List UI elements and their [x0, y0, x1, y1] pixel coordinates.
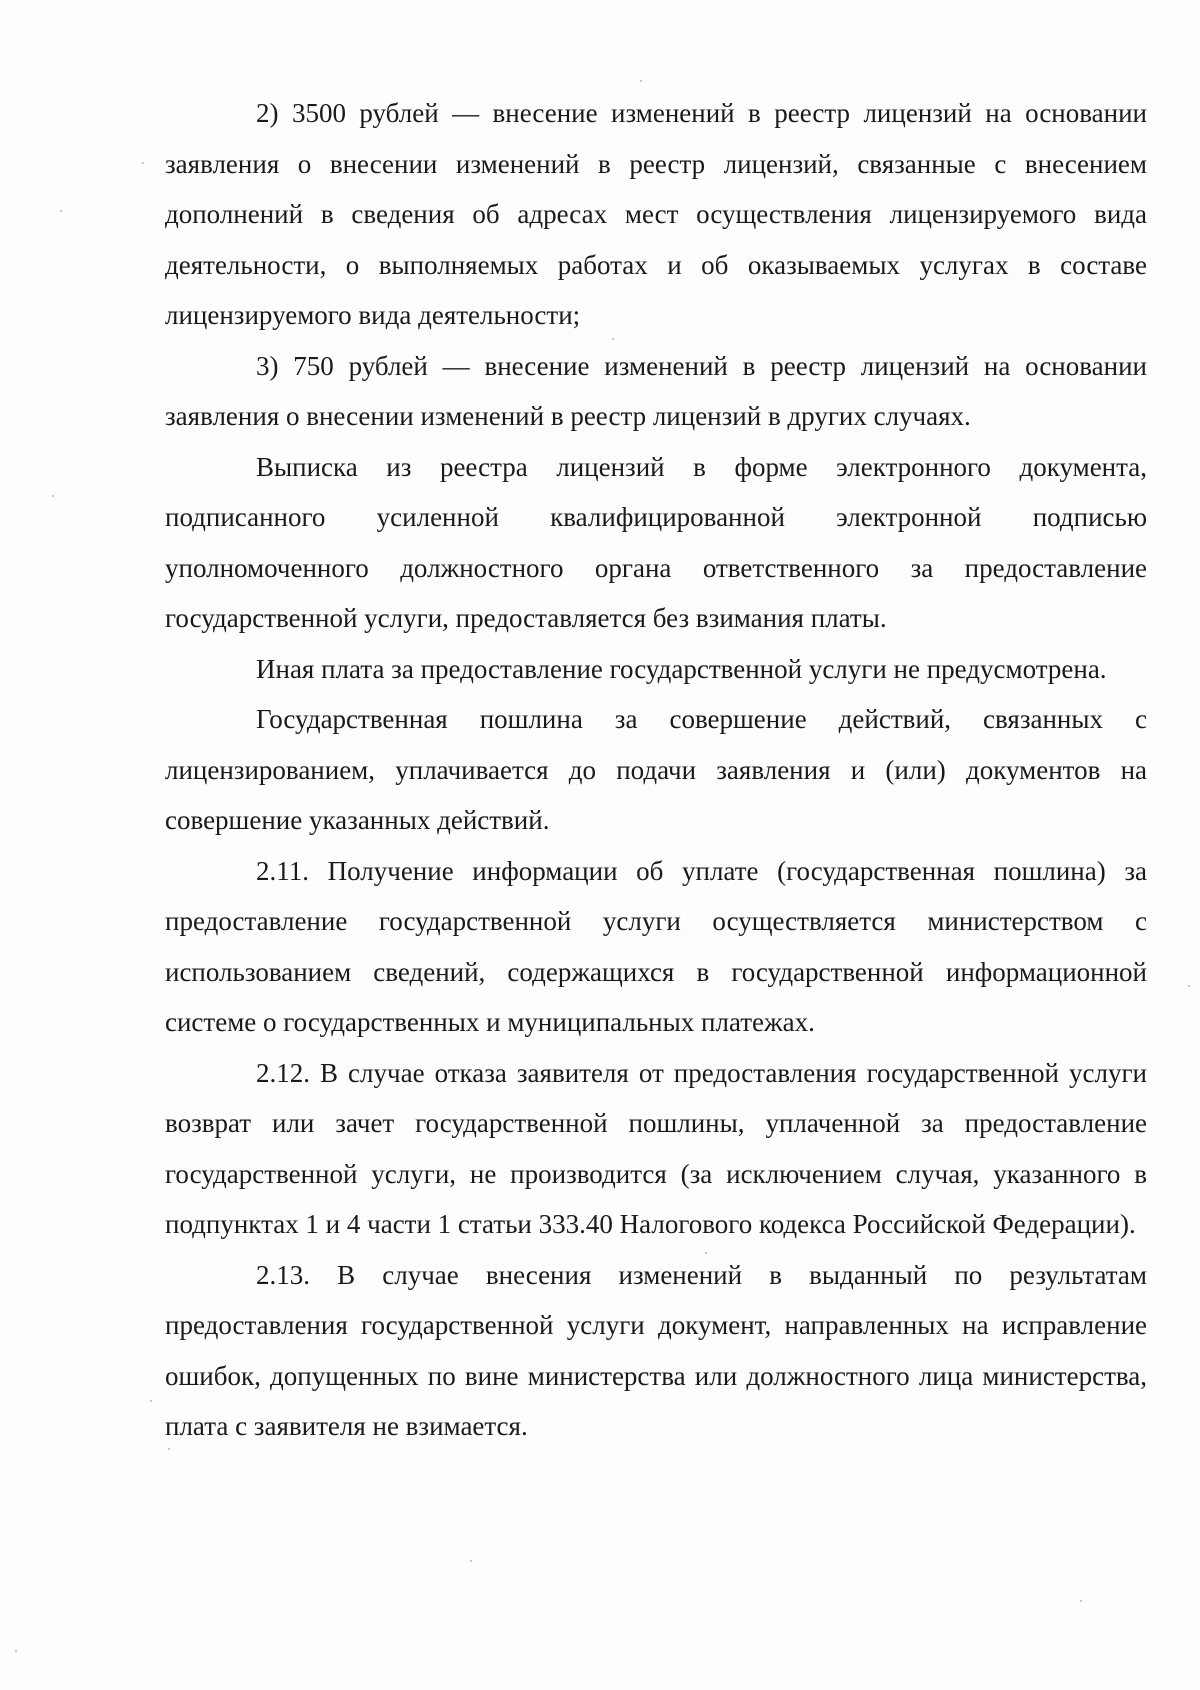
paragraph-state-duty: Государственная пошлина за совершение действий, связанных с лицензированием, уплачивается до подачи заявления и (или) документов на совершение указанных действий. — [165, 704, 1147, 835]
scan-speck — [52, 495, 54, 497]
scan-speck — [470, 1560, 472, 1562]
scan-speck — [1188, 985, 1190, 987]
scan-speck — [150, 1400, 152, 1402]
paragraph-no-other-fee: Иная плата за предоставление государственной услуги не предусмотрена. — [256, 653, 1107, 684]
document-body — [165, 88, 1147, 1452]
scan-speck — [640, 80, 642, 82]
scan-speck — [612, 338, 614, 340]
scan-speck — [705, 1252, 707, 1254]
paragraph-registry-extract: Выписка из реестра лицензий в форме электронного документа, подписанного усиленной квалифицированной электронной подписью уполномоченного должностного органа ответственного за предоставление государственной услуги, предоставляется без взимания платы. — [165, 451, 1147, 633]
scan-speck — [15, 1650, 17, 1652]
paragraph-2-12: 2.12. В случае отказа заявителя от предоставления государственной услуги возврат или зачет государственной пошлины, уплаченной за предоставление государственной услуги, не производится (за исключением случая, указанного в подпунктах 1 и 4 части 1 статьи 333.40 Налогового кодекса Российской Федерации). — [165, 1057, 1147, 1239]
paragraph-2-11: 2.11. Получение информации об уплате (государственная пошлина) за предоставление государственной услуги осуществляется министерством с использованием сведений, содержащихся в государственной информационной системе о государственных и муниципальных платежах. — [165, 855, 1147, 1037]
scan-speck — [60, 210, 62, 212]
scan-speck — [168, 1448, 170, 1450]
scan-speck — [1080, 1600, 1082, 1602]
paragraph-fee-3500: 2) 3500 рублей — внесение изменений в реестр лицензий на основании заявления о внесении изменений в реестр лицензий, связанные с внесением дополнений в сведения об адресах мест осуществления лицензируемого вида деятельности, о выполняемых работах и об оказываемых услугах в составе лицензируемого вида деятельности; — [165, 98, 1147, 330]
paragraph-2-13: 2.13. В случае внесения изменений в выданный по результатам предоставления государственной услуги документ, направленных на исправление ошибок, допущенных по вине министерства или должностного лица министерства, плата с заявителя не взимается. — [165, 1259, 1147, 1441]
paragraph-fee-750: 3) 750 рублей — внесение изменений в реестр лицензий на основании заявления о внесении изменений в реестр лицензий в других случаях. — [165, 350, 1147, 431]
scan-speck — [142, 162, 144, 164]
